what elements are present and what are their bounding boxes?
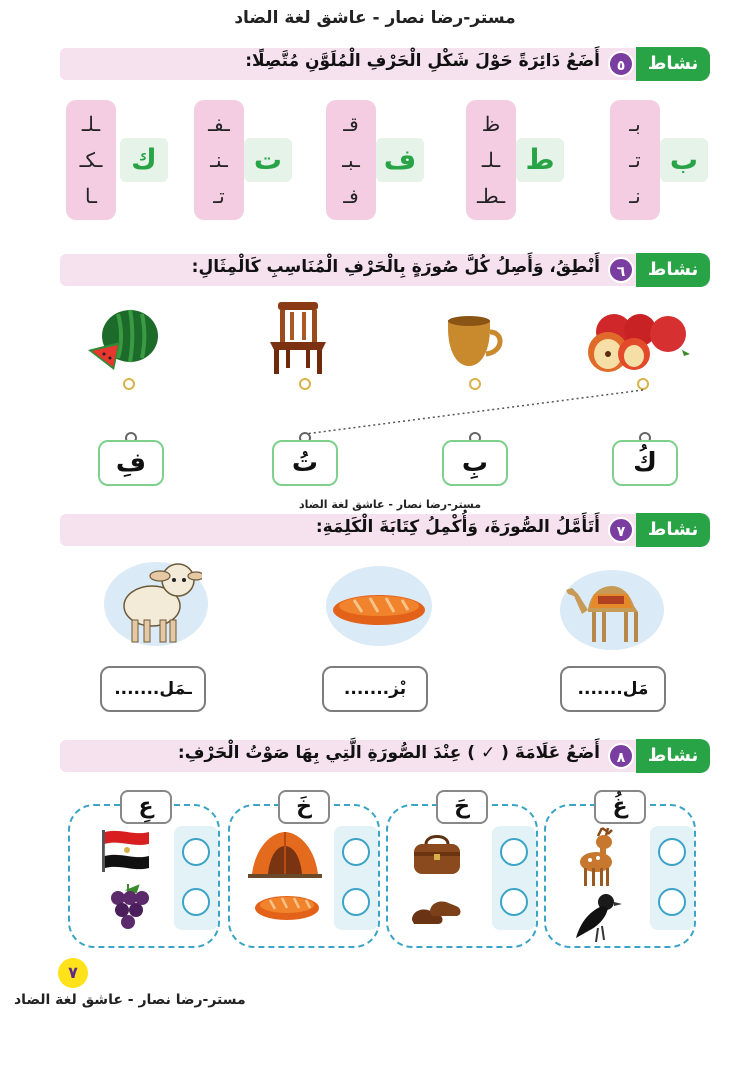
sound-letter: غُ bbox=[594, 790, 646, 824]
letter-box[interactable]: فِ bbox=[98, 440, 164, 486]
check-circle[interactable] bbox=[500, 838, 528, 866]
letter-option[interactable]: ظ bbox=[481, 112, 501, 136]
bread-icon bbox=[330, 588, 428, 628]
word-box[interactable]: .......بْز bbox=[322, 666, 428, 712]
letter-option[interactable]: ـلـ bbox=[81, 112, 101, 136]
letter-option[interactable]: ـفـ bbox=[208, 112, 230, 136]
target-letter: ف bbox=[376, 138, 424, 182]
sheep-icon bbox=[112, 556, 202, 646]
bread-icon bbox=[252, 890, 322, 924]
sound-letter: عِ bbox=[120, 790, 172, 824]
activity-instruction: أَنْطِقُ، وَأَصِلُ كُلَّ صُورَةٍ بِالْحَرْفِ الْمُنَاسِبِ كَالْمِثَالِ: bbox=[191, 257, 600, 277]
activity-number: ٥ bbox=[608, 51, 634, 77]
check-circle[interactable] bbox=[342, 888, 370, 916]
activity-label: نشاط bbox=[636, 513, 710, 547]
activity-number: ٧ bbox=[608, 517, 634, 543]
activity-instruction: أَتَأَمَّلُ الصُّورَةَ، وَأُكْمِلُ كِتَابَةَ الْكَلِمَةِ: bbox=[315, 517, 600, 537]
letter-option[interactable]: تـ bbox=[213, 184, 225, 208]
check-circle[interactable] bbox=[342, 838, 370, 866]
activity-instruction: أَضَعُ دَائِرَةً حَوْلَ شَكْلِ الْحَرْفِ الْمُلَوَّنِ مُتَّصِلًا: bbox=[245, 51, 600, 71]
letter-box[interactable]: كُ bbox=[612, 440, 678, 486]
letter-option[interactable]: ـبـ bbox=[342, 148, 360, 172]
target-letter: ط bbox=[516, 138, 564, 182]
grapes-icon bbox=[104, 882, 152, 934]
letter-option[interactable]: قـ bbox=[343, 112, 359, 136]
flag-icon bbox=[100, 828, 152, 874]
middle-credit: مستر-رضا نصار - عاشق لغة الضاد bbox=[298, 498, 482, 511]
word-box[interactable]: .......مَل bbox=[560, 666, 666, 712]
target-letter: ت bbox=[244, 138, 292, 182]
letter-option[interactable]: ـكـ bbox=[79, 148, 103, 172]
deer-icon bbox=[572, 824, 624, 888]
sound-letter: خَ bbox=[278, 790, 330, 824]
letter-option[interactable]: ـنـ bbox=[210, 148, 228, 172]
activity-instruction: أَضَعُ عَلَامَةَ ( ✓ ) عِنْدَ الصُّورَةِ الَّتِي بِهَا صَوْتُ الْحَرْفِ: bbox=[177, 743, 600, 763]
sound-letter: حَ bbox=[436, 790, 488, 824]
activity-label: نشاط bbox=[636, 739, 710, 773]
activity-label: نشاط bbox=[636, 47, 710, 81]
bag-icon bbox=[410, 830, 464, 878]
letter-box[interactable]: تُ bbox=[272, 440, 338, 486]
letter-option[interactable]: فـ bbox=[343, 184, 359, 208]
target-letter: ب bbox=[660, 138, 708, 182]
letter-option[interactable]: ـلـ bbox=[481, 148, 501, 172]
check-circle[interactable] bbox=[658, 888, 686, 916]
check-circle[interactable] bbox=[182, 838, 210, 866]
activity-number: ٨ bbox=[608, 743, 634, 769]
check-circle[interactable] bbox=[500, 888, 528, 916]
letter-box[interactable]: بِ bbox=[442, 440, 508, 486]
page-number: ٧ bbox=[58, 958, 88, 988]
footer-credit: مستر-رضا نصار - عاشق لغة الضاد bbox=[14, 992, 246, 1008]
example-connection-line bbox=[0, 0, 750, 500]
activity-number: ٦ bbox=[608, 257, 634, 283]
letter-option[interactable]: بـ bbox=[629, 112, 641, 136]
shoes-icon bbox=[408, 892, 464, 932]
crow-icon bbox=[572, 890, 624, 944]
check-circle[interactable] bbox=[658, 838, 686, 866]
letter-option[interactable]: نـ bbox=[629, 184, 641, 208]
word-box[interactable]: .......ـمَل bbox=[100, 666, 206, 712]
check-circle[interactable] bbox=[182, 888, 210, 916]
activity-label: نشاط bbox=[636, 253, 710, 287]
header-credit: مستر-رضا نصار - عاشق لغة الضاد bbox=[234, 8, 516, 28]
activity-7-bar bbox=[60, 514, 710, 546]
target-letter: ك bbox=[120, 138, 168, 182]
activity-8-bar bbox=[60, 740, 710, 772]
letter-option[interactable]: تـ bbox=[629, 148, 641, 172]
letter-option[interactable]: ـطـ bbox=[476, 184, 506, 208]
tent-icon bbox=[248, 826, 322, 882]
letter-option[interactable]: ـا bbox=[85, 184, 97, 208]
camel-icon bbox=[564, 574, 654, 646]
